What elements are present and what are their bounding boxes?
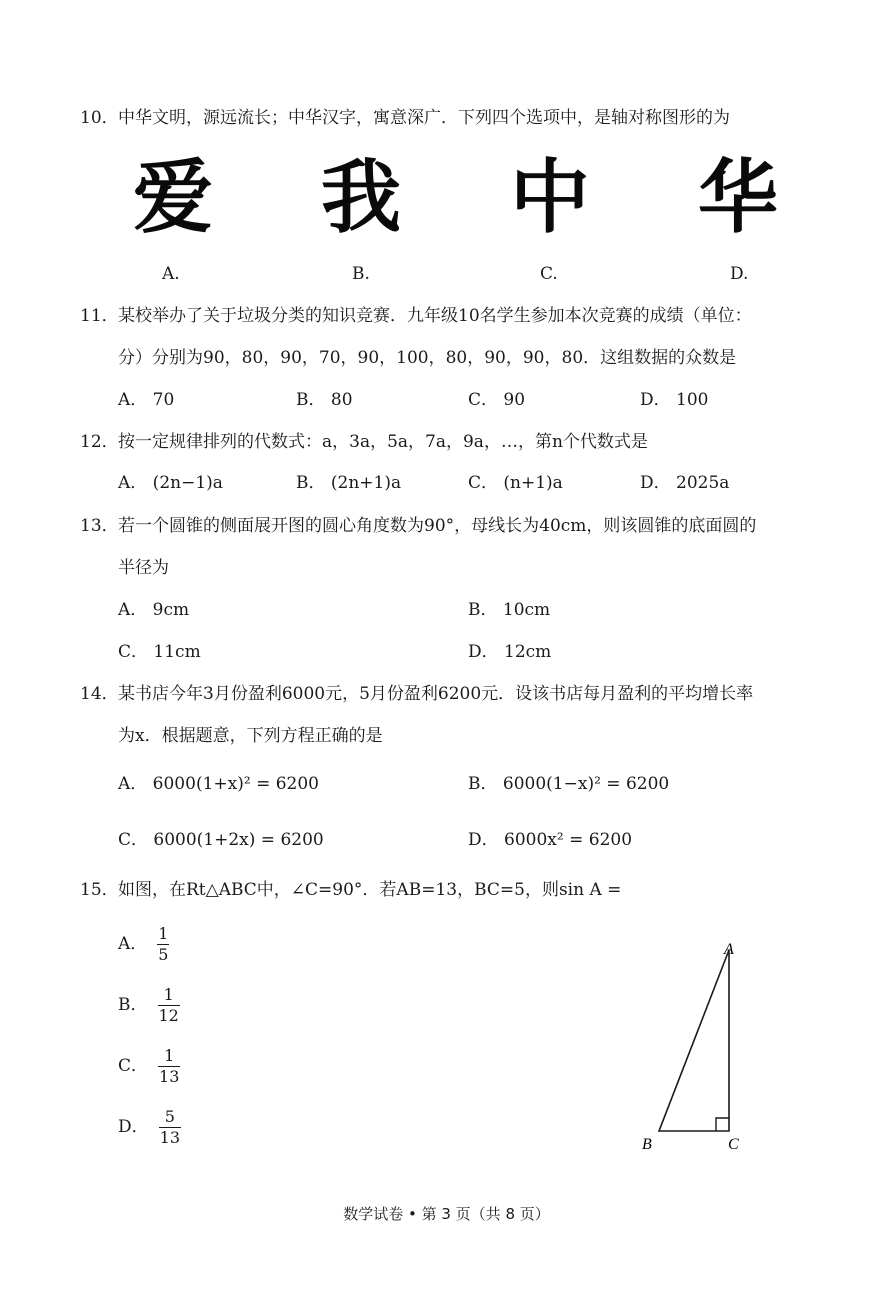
vertex-label-a: A [724, 941, 734, 958]
option-b: B． 6000(1−x)² = 6200 [468, 774, 670, 794]
vertex-label-c: C [728, 1136, 739, 1153]
option-label: A． [118, 934, 148, 954]
question-14-line-2: 为x．根据题意，下列方程正确的是 [118, 726, 383, 746]
question-text: 若一个圆锥的侧面展开图的圆心角度数为90°，母线长为40cm，则该圆锥的底面圆的 [118, 516, 757, 536]
option-label-d: D. [730, 264, 749, 284]
fraction [158, 985, 180, 1026]
question-number: 10． [80, 108, 119, 128]
option-label: B． [118, 995, 148, 1015]
question-number: 14． [80, 684, 119, 704]
option-b: B． (2n+1)a [296, 473, 402, 493]
question-10 [80, 106, 730, 130]
triangle-figure [630, 930, 760, 1160]
option-char-b: 我 [321, 151, 401, 244]
question-number: 13． [80, 516, 119, 536]
option-b [118, 985, 180, 1026]
question-number: 11． [80, 306, 119, 326]
question-13-line-2: 半径为 [118, 558, 169, 578]
page-footer: 数学试卷 • 第 3 页（共 8 页） [343, 1205, 550, 1223]
question-text: 如图，在Rt△ABC中，∠C=90°．若AB=13，BC=5，则sin A = [118, 880, 622, 900]
option-a: A． 6000(1+x)² = 6200 [118, 774, 319, 794]
option-char-a: 爱 [133, 151, 213, 244]
fraction [159, 1107, 181, 1148]
option-b: B． 10cm [468, 600, 551, 620]
option-label-c: C. [540, 264, 558, 284]
numerator: 1 [164, 1046, 175, 1065]
option-c [118, 1046, 180, 1087]
option-a [118, 924, 169, 965]
question-text: 中华文明，源远流长；中华汉字，寓意深广．下列四个选项中，是轴对称图形的为 [118, 108, 730, 128]
fraction [157, 924, 169, 965]
option-char-d: 华 [698, 151, 778, 244]
question-text: 某书店今年3月份盈利6000元，5月份盈利6200元．设该书店每月盈利的平均增长率 [118, 684, 754, 704]
option-label-a: A. [162, 264, 180, 284]
numerator: 5 [164, 1107, 175, 1126]
option-c: C． 6000(1+2x) = 6200 [118, 830, 324, 850]
option-c: C． (n+1)a [468, 473, 563, 493]
option-d: D． 12cm [468, 642, 552, 662]
question-11 [80, 304, 752, 328]
question-13 [80, 514, 756, 538]
numerator: 1 [158, 924, 169, 943]
question-12 [80, 430, 648, 454]
option-label: C． [118, 1056, 149, 1076]
option-a: A． 9cm [118, 600, 190, 620]
option-label-b: B. [352, 264, 370, 284]
option-a: A． (2n−1)a [118, 473, 223, 493]
right-angle-mark [716, 1118, 729, 1131]
option-c: C． 11cm [118, 642, 201, 662]
option-d: D． 100 [640, 390, 709, 410]
question-number: 12． [80, 432, 119, 452]
triangle-abc [659, 950, 729, 1131]
option-b: B． 80 [296, 390, 353, 410]
option-d: D． 6000x² = 6200 [468, 830, 633, 850]
fraction [158, 1046, 180, 1087]
question-11-line-2: 分）分别为90，80，90，70，90，100，80，90，90，80．这组数据的众数是 [118, 348, 737, 368]
option-char-c: 中 [510, 151, 590, 244]
option-d [118, 1107, 181, 1148]
option-c: C． 90 [468, 390, 526, 410]
denominator: 5 [158, 945, 169, 964]
question-14 [80, 682, 753, 706]
question-15 [80, 878, 621, 902]
denominator: 12 [158, 1006, 179, 1025]
option-label: D． [118, 1117, 149, 1137]
denominator: 13 [159, 1128, 180, 1147]
numerator: 1 [163, 985, 174, 1004]
question-text: 按一定规律排列的代数式：a，3a，5a，7a，9a，…，第n个代数式是 [118, 432, 648, 452]
question-text: 某校举办了关于垃圾分类的知识竞赛．九年级10名学生参加本次竞赛的成绩（单位： [118, 306, 752, 326]
denominator: 13 [159, 1067, 180, 1086]
vertex-label-b: B [642, 1136, 652, 1153]
option-a: A． 70 [118, 390, 175, 410]
question-number: 15． [80, 880, 119, 900]
option-d: D． 2025a [640, 473, 730, 493]
